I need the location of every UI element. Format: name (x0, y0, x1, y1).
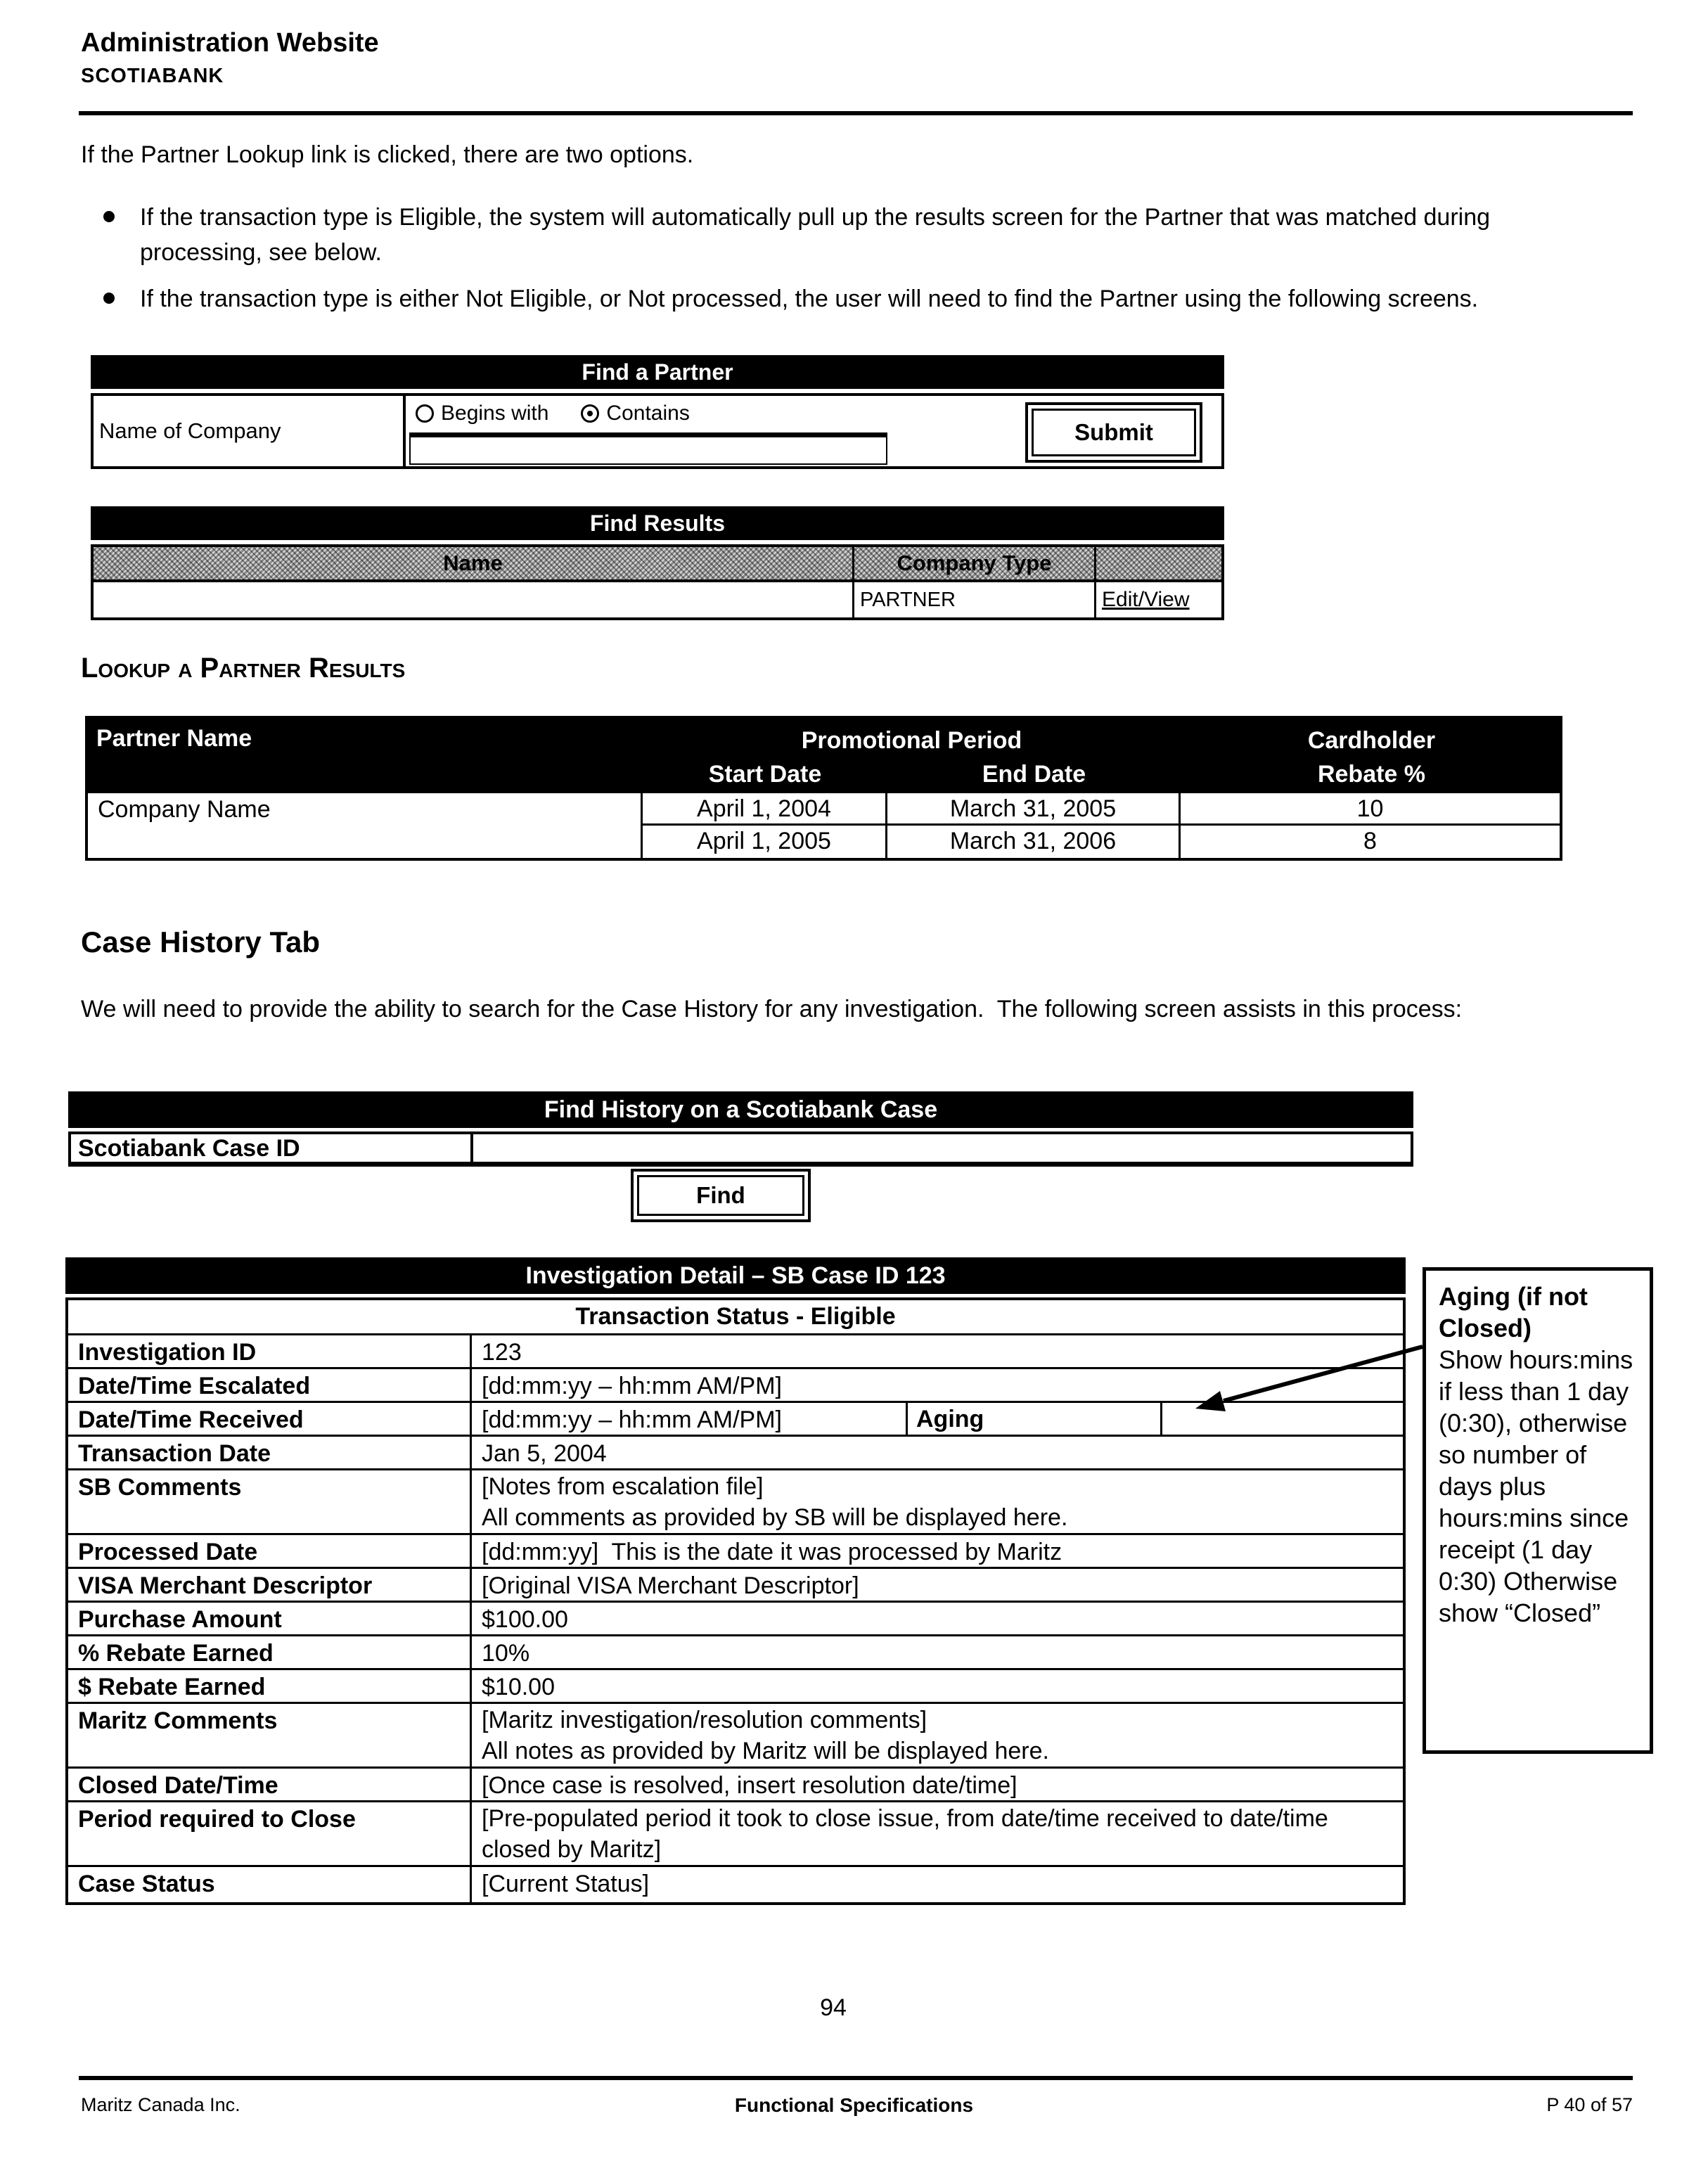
bullet-list (81, 200, 1670, 316)
callout-arrow (1125, 1315, 1449, 1428)
partner-results-table (85, 716, 1562, 861)
scotiabank-case-id-label: Scotiabank Case ID (71, 1134, 473, 1162)
row-label: Processed Date (68, 1535, 472, 1567)
column-header-name: Name (94, 547, 854, 579)
column-header-action (1096, 547, 1221, 579)
find-results-header-row (91, 544, 1224, 582)
row-label: Investigation ID (68, 1335, 472, 1367)
find-results-table (91, 506, 1224, 620)
aging-callout-title: Aging (if not Closed) (1439, 1282, 1588, 1342)
column-header-company-type: Company Type (854, 547, 1096, 579)
partner-name-cell: Company Name (88, 793, 643, 858)
row-label: Case Status (68, 1867, 472, 1902)
row-label: Date/Time Escalated (68, 1369, 472, 1401)
column-header-end-date: End Date (982, 761, 1086, 788)
submit-button[interactable] (1025, 402, 1202, 463)
aging-label: Aging (908, 1403, 1162, 1435)
header-rule (79, 111, 1633, 115)
find-button[interactable] (631, 1169, 811, 1222)
match-type-radio-group (416, 402, 690, 425)
rebate-cell: 8 (1363, 828, 1377, 854)
list-item (81, 281, 1670, 316)
start-date-cell: April 1, 2005 (643, 826, 887, 858)
row-value-line2: All notes as provided by Maritz will be displayed here. (482, 1738, 1049, 1764)
bullet-icon (103, 293, 115, 304)
end-date-cell: March 31, 2005 (887, 793, 1181, 826)
row-value: $100.00 (482, 1606, 568, 1633)
table-row-period-required-to-close (68, 1802, 1403, 1867)
find-history-title: Find History on a Scotiabank Case (68, 1091, 1413, 1128)
column-header-rebate: Rebate % (1317, 761, 1426, 788)
partner-results-header (85, 716, 1562, 793)
result-name-cell (94, 582, 854, 617)
transaction-status-row: Transaction Status - Eligible (68, 1300, 1403, 1335)
radio-option-begins-with[interactable] (416, 402, 548, 425)
table-row-sb-comments (68, 1470, 1403, 1535)
row-value: [Notes from escalation file] (482, 1473, 764, 1500)
row-label: VISA Merchant Descriptor (68, 1569, 472, 1601)
row-label: Period required to Close (68, 1802, 472, 1865)
result-company-type-cell: PARTNER (854, 582, 1096, 617)
doc-subtitle: SCOTIABANK (81, 65, 224, 87)
row-value: [Maritz investigation/resolution comments] (482, 1707, 927, 1733)
aging-callout-box (1423, 1267, 1653, 1754)
column-header-partner-name: Partner Name (96, 725, 252, 752)
find-results-title: Find Results (91, 506, 1224, 540)
table-row-maritz-comments (68, 1704, 1403, 1769)
radio-option-contains[interactable] (581, 402, 689, 425)
table-row-transaction-date (68, 1437, 1403, 1470)
find-partner-table (91, 355, 1224, 469)
investigation-detail-title: Investigation Detail – SB Case ID 123 (65, 1257, 1406, 1294)
row-label: Date/Time Received (68, 1403, 472, 1435)
row-value: [Current Status] (482, 1871, 650, 1897)
row-label: % Rebate Earned (68, 1636, 472, 1668)
find-partner-body (91, 393, 1224, 469)
column-header-start-date: Start Date (708, 761, 822, 788)
page-number: 94 (820, 1994, 847, 2021)
radio-begins-with-icon[interactable] (416, 404, 434, 423)
row-value: [dd:mm:yy] This is the date it was processed by Maritz (482, 1539, 1062, 1565)
row-value: [dd:mm:yy – hh:mm AM/PM] (472, 1403, 908, 1435)
row-value: Jan 5, 2004 (482, 1440, 607, 1467)
row-value: [Original VISA Merchant Descriptor] (482, 1572, 859, 1599)
column-header-promotional-period: Promotional Period (801, 727, 1022, 754)
find-partner-controls (406, 396, 1221, 466)
table-row-percent-rebate-earned (68, 1636, 1403, 1670)
name-of-company-label: Name of Company (94, 396, 406, 466)
row-label: Purchase Amount (68, 1603, 472, 1634)
radio-begins-with-label: Begins with (441, 402, 549, 425)
end-date-cell: March 31, 2006 (887, 826, 1181, 858)
row-value: [Once case is resolved, insert resolution date/time] (482, 1772, 1017, 1799)
row-label: Maritz Comments (68, 1704, 472, 1766)
column-header-cardholder: Cardholder (1307, 727, 1436, 754)
footer-company: Maritz Canada Inc. (81, 2094, 240, 2115)
table-row-visa-merchant-descriptor (68, 1569, 1403, 1603)
row-value: 123 (482, 1339, 522, 1366)
aging-callout-body: Show hours:mins if less than 1 day (0:30), otherwise so number of days plus hours:mins since receipt (1 day 0:30) Otherwise show “Closed” (1439, 1345, 1633, 1627)
row-label: Closed Date/Time (68, 1769, 472, 1800)
row-label: SB Comments (68, 1470, 472, 1533)
rebate-cell: 10 (1181, 793, 1560, 826)
intro-paragraph: If the Partner Lookup link is clicked, there are two options. (81, 141, 694, 168)
radio-contains-icon[interactable] (581, 404, 599, 423)
company-name-input[interactable] (409, 432, 887, 465)
radio-contains-label: Contains (606, 402, 690, 425)
scotiabank-case-id-input[interactable] (473, 1134, 1411, 1162)
row-value: $10.00 (482, 1674, 555, 1700)
row-value: 10% (482, 1640, 530, 1667)
edit-view-link[interactable]: Edit/View (1102, 588, 1190, 611)
row-value: [Pre-populated period it took to close issue, from date/time received to date/time closed by Maritz] (482, 1805, 1335, 1863)
list-item (81, 200, 1670, 270)
row-label: Transaction Date (68, 1437, 472, 1468)
table-row-purchase-amount (68, 1603, 1403, 1636)
table-row-case-status (68, 1867, 1403, 1902)
table-row-closed-date-time (68, 1769, 1403, 1802)
row-value-line2: All comments as provided by SB will be displayed here. (482, 1504, 1068, 1531)
footer-page-ref: P 40 of 57 (1546, 2094, 1633, 2115)
find-history-row (68, 1131, 1413, 1167)
find-history-table (68, 1091, 1413, 1167)
doc-title: Administration Website (81, 28, 379, 58)
find-partner-title: Find a Partner (91, 355, 1224, 389)
case-history-paragraph: We will need to provide the ability to search for the Case History for any investigation. The following screen assists in this process: (81, 996, 1463, 1022)
bullet-icon (103, 211, 115, 222)
table-row-dollar-rebate-earned (68, 1670, 1403, 1704)
table-row-processed-date (68, 1535, 1403, 1569)
bullet-text: If the transaction type is either Not Eligible, or Not processed, the user will need to find the Partner using the following screens. (140, 286, 1479, 312)
footer-doc-title: Functional Specifications (734, 2094, 974, 2116)
footer-rule (79, 2076, 1633, 2080)
find-button-label: Find (637, 1175, 804, 1216)
find-results-data-row (91, 582, 1224, 620)
bullet-text: If the transaction type is Eligible, the system will automatically pull up the results screen for the Partner that was matched during processing, see below. (140, 204, 1491, 266)
lookup-partner-results-heading: Lookup a Partner Results (81, 653, 406, 684)
case-history-heading: Case History Tab (81, 925, 320, 958)
row-label: $ Rebate Earned (68, 1670, 472, 1702)
start-date-cell: April 1, 2004 (643, 793, 887, 826)
row-value: [dd:mm:yy – hh:mm AM/PM] (482, 1373, 782, 1399)
submit-button-label: Submit (1032, 409, 1196, 456)
partner-results-body (85, 793, 1562, 861)
